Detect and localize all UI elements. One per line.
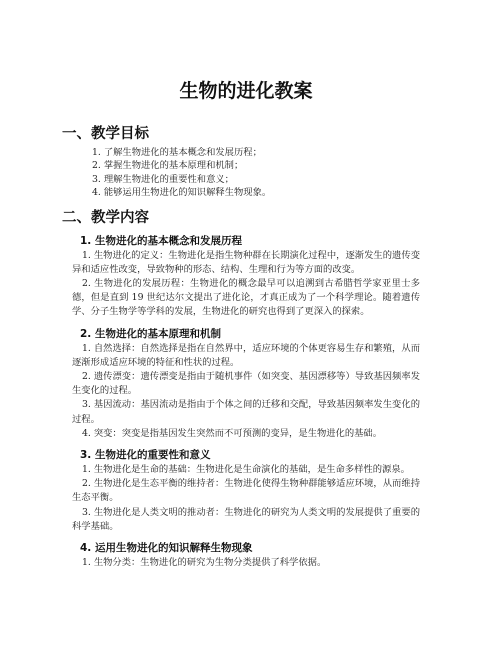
paragraph: 2. 生物进化是生态平衡的维持者：生物进化使得生物种群能够适应环境，从而维持生态平衡。 xyxy=(72,478,420,504)
section-heading: 4. 运用生物进化的知识解释生物现象 xyxy=(80,542,253,555)
section-heading: 3. 生物进化的重要性和意义 xyxy=(80,449,211,462)
paragraph: 2. 生物进化的发展历程：生物进化的概念最早可以追溯到古希腊哲学家亚里士多德，但是直到 19 世纪达尔文提出了进化论，才真正成为了一个科学理论。随着遗传学、分子生物学等学科的发展，生物进化的研究也得到了更深入的探索。 xyxy=(72,278,420,318)
content-section-2 xyxy=(72,327,420,441)
paragraph: 3. 基因流动：基因流动是指由于个体之间的迁移和交配，导致基因频率发生变化的过程。 xyxy=(72,399,420,425)
objective-item: 1. 了解生物进化的基本概念和发展历程； xyxy=(92,147,262,158)
objective-item: 3. 理解生物进化的重要性和意义； xyxy=(92,173,234,185)
section-heading: 1. 生物进化的基本概念和发展历程 xyxy=(80,234,242,247)
paragraph: 1. 生物分类：生物进化的研究为生物分类提供了科学依据。 xyxy=(82,557,327,569)
content-heading: 二、教学内容 xyxy=(62,209,149,226)
paragraph: 1. 生物进化是生命的基础：生物进化是生命演化的基础，是生命多样性的源泉。 xyxy=(82,464,410,476)
paragraph: 1. 生物进化的定义：生物进化是指生物种群在长期演化过程中，逐渐发生的遗传变异和适应性改变，导致物种的形态、结构、生理和行为等方面的改变。 xyxy=(72,249,420,275)
objective-item: 4. 能够运用生物进化的知识解释生物现象。 xyxy=(92,187,272,199)
content-section-4 xyxy=(72,541,420,570)
paragraph: 2. 遗传漂变：遗传漂变是指由于随机事件（如突变、基因漂移等）导致基因频率发生变化的过程。 xyxy=(72,371,420,397)
content-section-1 xyxy=(72,234,420,320)
paragraph: 1. 自然选择：自然选择是指在自然界中，适应环境的个体更容易生存和繁殖，从而逐渐形成适应环境的特征和性状的过程。 xyxy=(72,342,420,368)
paragraph: 4. 突变：突变是指基因发生突然而不可预测的变异，是生物进化的基础。 xyxy=(82,427,383,439)
objectives-heading: 一、教学目标 xyxy=(62,126,149,142)
document-title: 生物的进化教案 xyxy=(179,80,313,102)
objective-item: 2. 掌握生物进化的基本原理和机制； xyxy=(92,160,244,172)
content-section-3 xyxy=(72,448,420,534)
section-heading: 2. 生物进化的基本原理和机制 xyxy=(80,327,221,340)
objectives-list xyxy=(72,146,420,200)
paragraph: 3. 生物进化是人类文明的推动者：生物进化的研究为人类文明的发展提供了重要的科学基础。 xyxy=(72,506,420,532)
